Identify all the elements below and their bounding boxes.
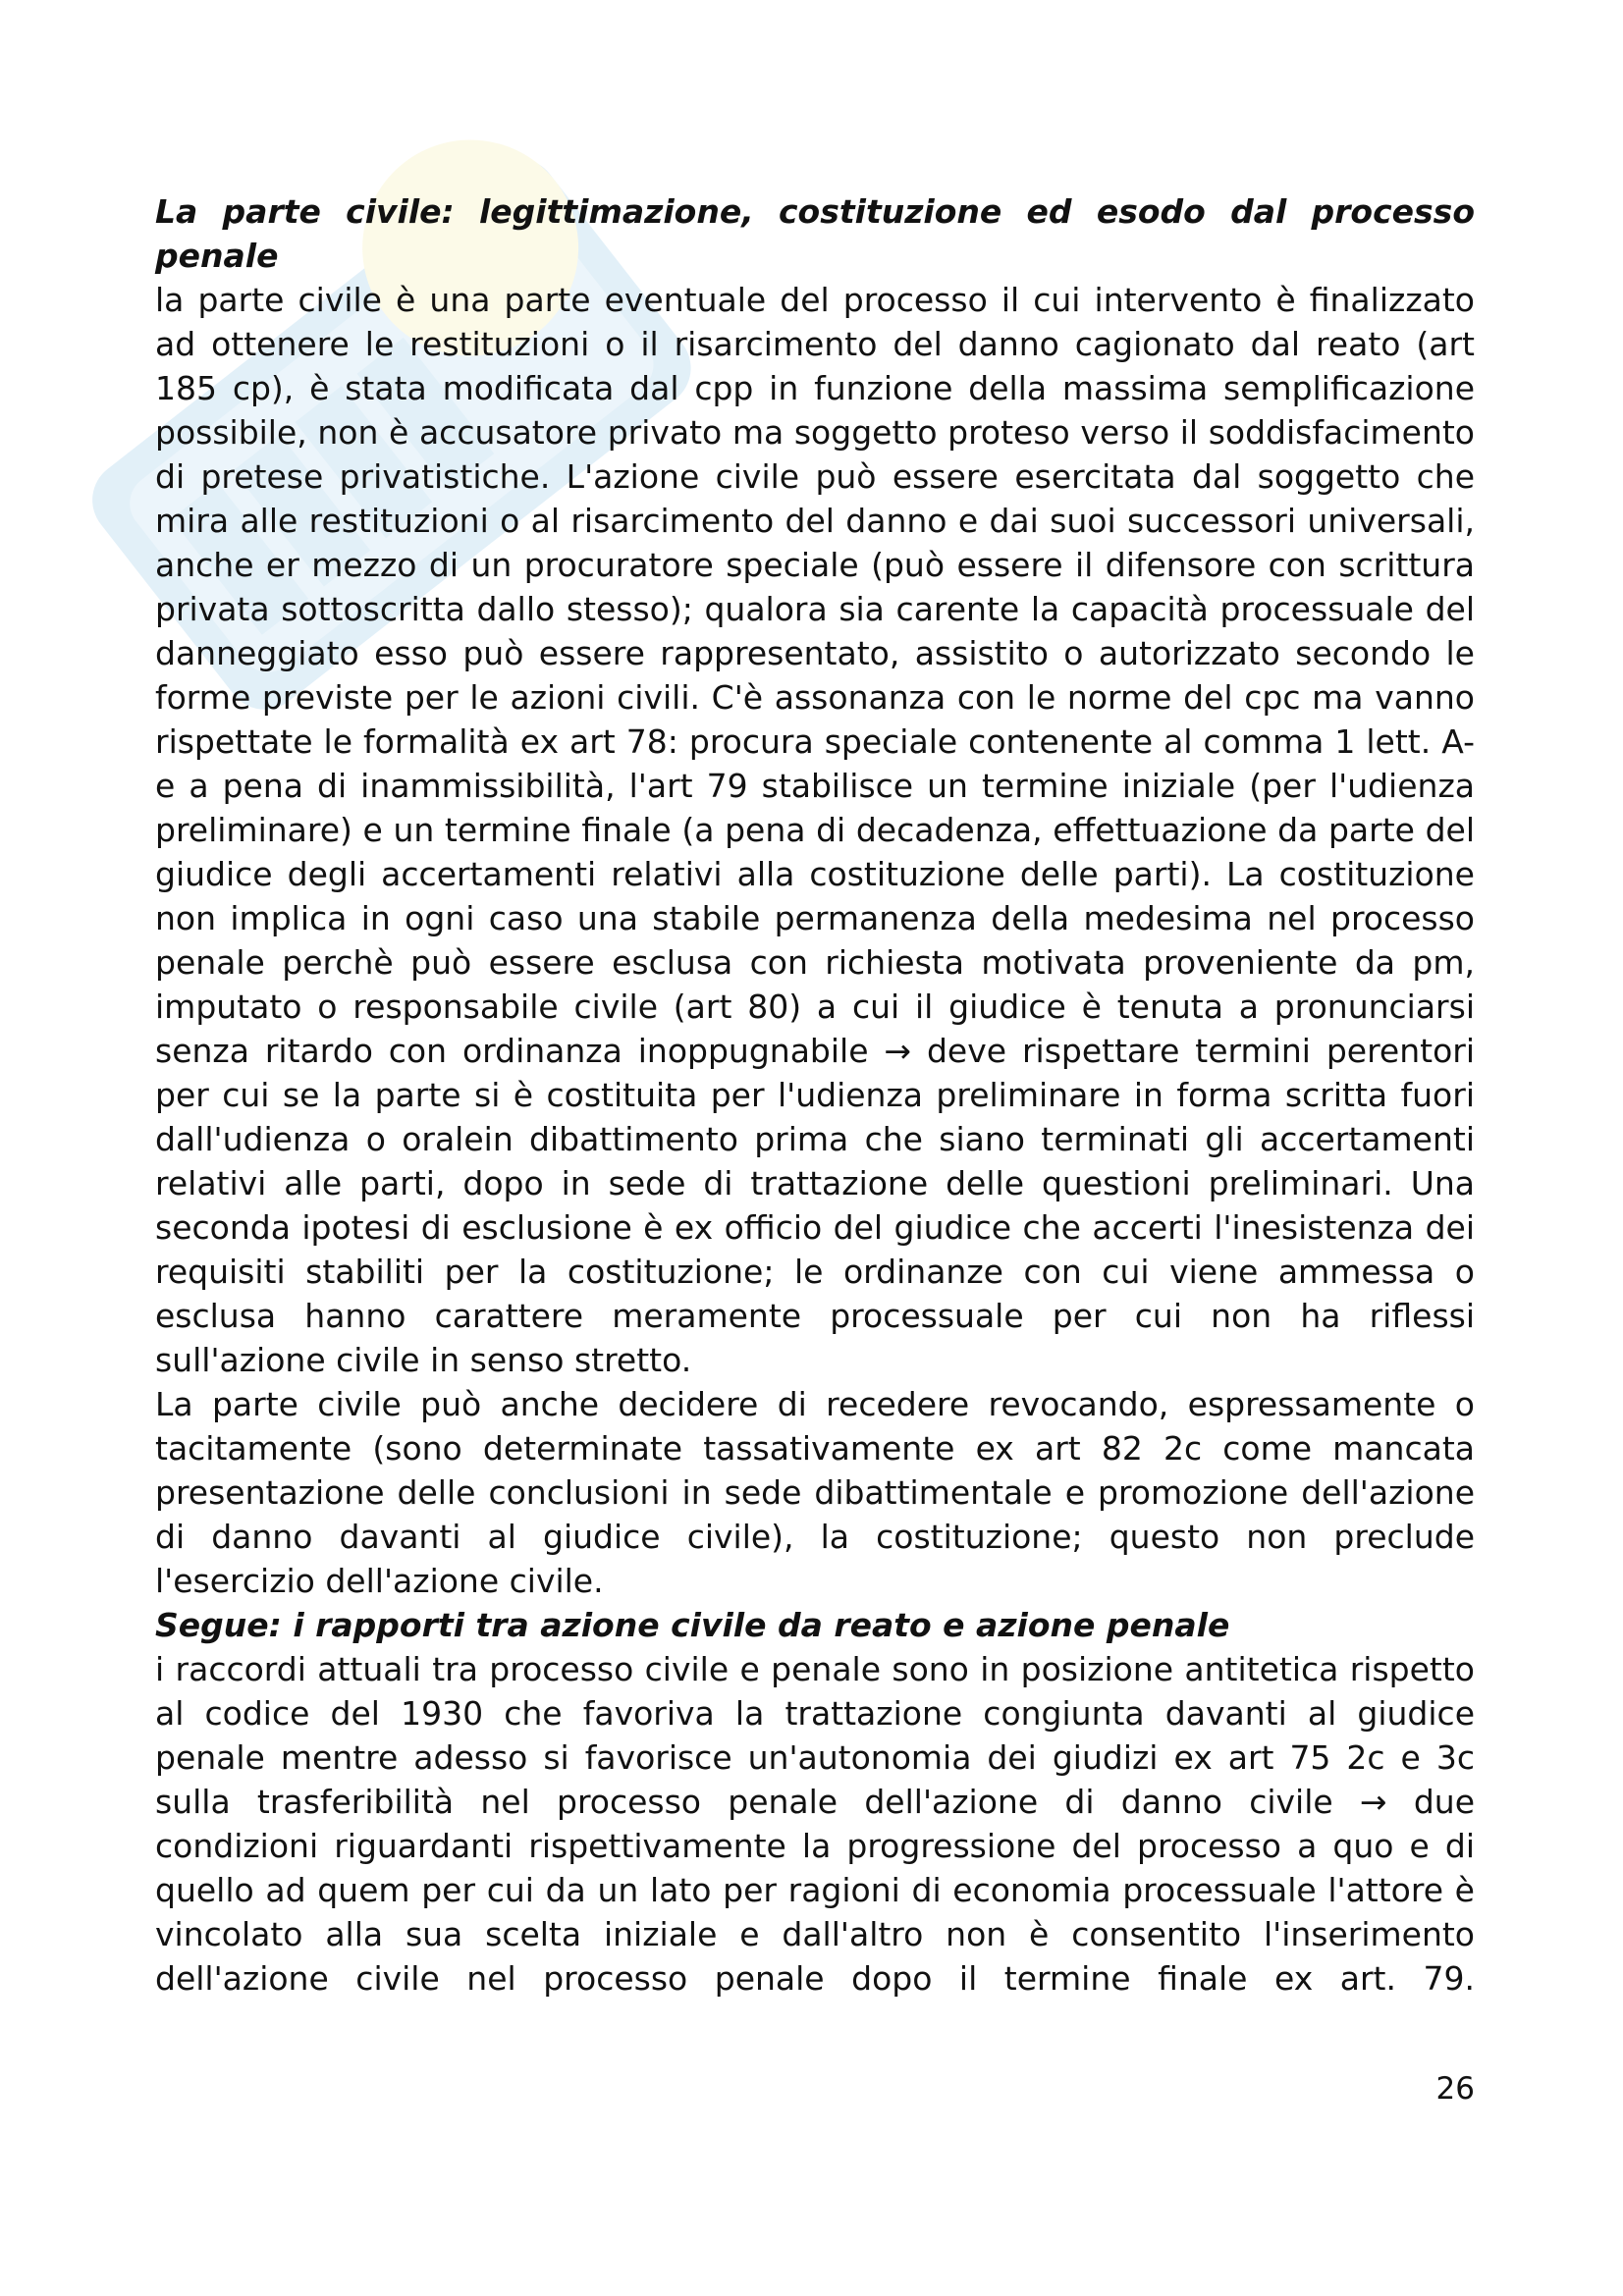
page-number: 26 xyxy=(1435,2071,1475,2107)
body-paragraph: i raccordi attuali tra processo civile e penale sono in posizione antitetica rispetto al codice del 1930 che favoriva la trattazione congiunta davanti al giudice penale mentre adesso si favorisce un'autonomia dei giudizi ex art 75 2c e 3c sulla trasferibilità nel processo penale dell'azione di danno civile → due condizioni riguardanti rispettivamente la progressione del processo a quo e di quello ad quem per cui da un lato per ragioni di economia processuale l'attore è vincolato alla sua scelta iniziale e dall'altro non è consentito l'inserimento dell'azione civile nel processo penale dopo il termine finale ex art. 79. xyxy=(155,1650,1475,1998)
body-paragraph: La parte civile può anche decidere di recedere revocando, espressamente o tacitamente (sono determinate tassativamente ex art 82 2c come mancata presentazione delle conclusioni in sede dibattimentale e promozione dell'azione di danno davanti al giudice civile), la costituzione; questo non preclude l'esercizio dell'azione civile. xyxy=(155,1385,1475,1600)
body-paragraph: la parte civile è una parte eventuale del processo il cui intervento è finalizzato ad ottenere le restituzioni o il risarcimento del danno cagionato dal reato (art 185 cp), è stata modificata dal cpp in funzione della massima semplificazione possibile, non è accusatore privato ma soggetto proteso verso il soddisfacimento di pretese privatistiche. L'azione civile può essere esercitata dal soggetto che mira alle restituzioni o al risarcimento del danno e dai suoi successori universali, anche er mezzo di un procuratore speciale (può essere il difensore con scrittura privata sottoscritta dallo stesso); qualora sia carente la capacità processuale del danneggiato esso può essere rappresentato, assistito o autorizzato secondo le forme previste per le azioni civili. C'è assonanza con le norme del cpc ma vanno rispettate le formalità ex art 78: procura speciale contenente al comma 1 lett. A-e a pena di inammissibilità, l'art 79 stabilisce un termine iniziale (per l'udienza preliminare) e un termine finale (a pena di decadenza, effettuazione da parte del giudice degli accertamenti relativi alla costituzione delle parti). La costituzione non implica in ogni caso una stabile permanenza della medesima nel processo penale perchè può essere esclusa con richiesta motivata proveniente da pm, imputato o responsabile civile (art 80) a cui il giudice è tenuta a pronunciarsi senza ritardo con ordinanza inoppugnabile → deve rispettare termini perentori per cui se la parte si è costituita per l'udienza preliminare in forma scritta fuori dall'udienza o oralein dibattimento prima che siano terminati gli accertamenti relativi alle parti, dopo in sede di trattazione delle questioni preliminari. Una seconda ipotesi di esclusione è ex officio del giudice che accerti l'inesistenza dei requisiti stabiliti per la costituzione; le ordinanze con cui viene ammessa o esclusa hanno carattere meramente processuale per cui non ha riflessi sull'azione civile in senso stretto. xyxy=(155,281,1475,1379)
section-title: La parte civile: legittimazione, costituzione ed esodo dal processo penale xyxy=(155,192,1475,275)
section-title: Segue: i rapporti tra azione civile da reato e azione penale xyxy=(155,1606,1230,1644)
document-body xyxy=(155,189,1475,2001)
